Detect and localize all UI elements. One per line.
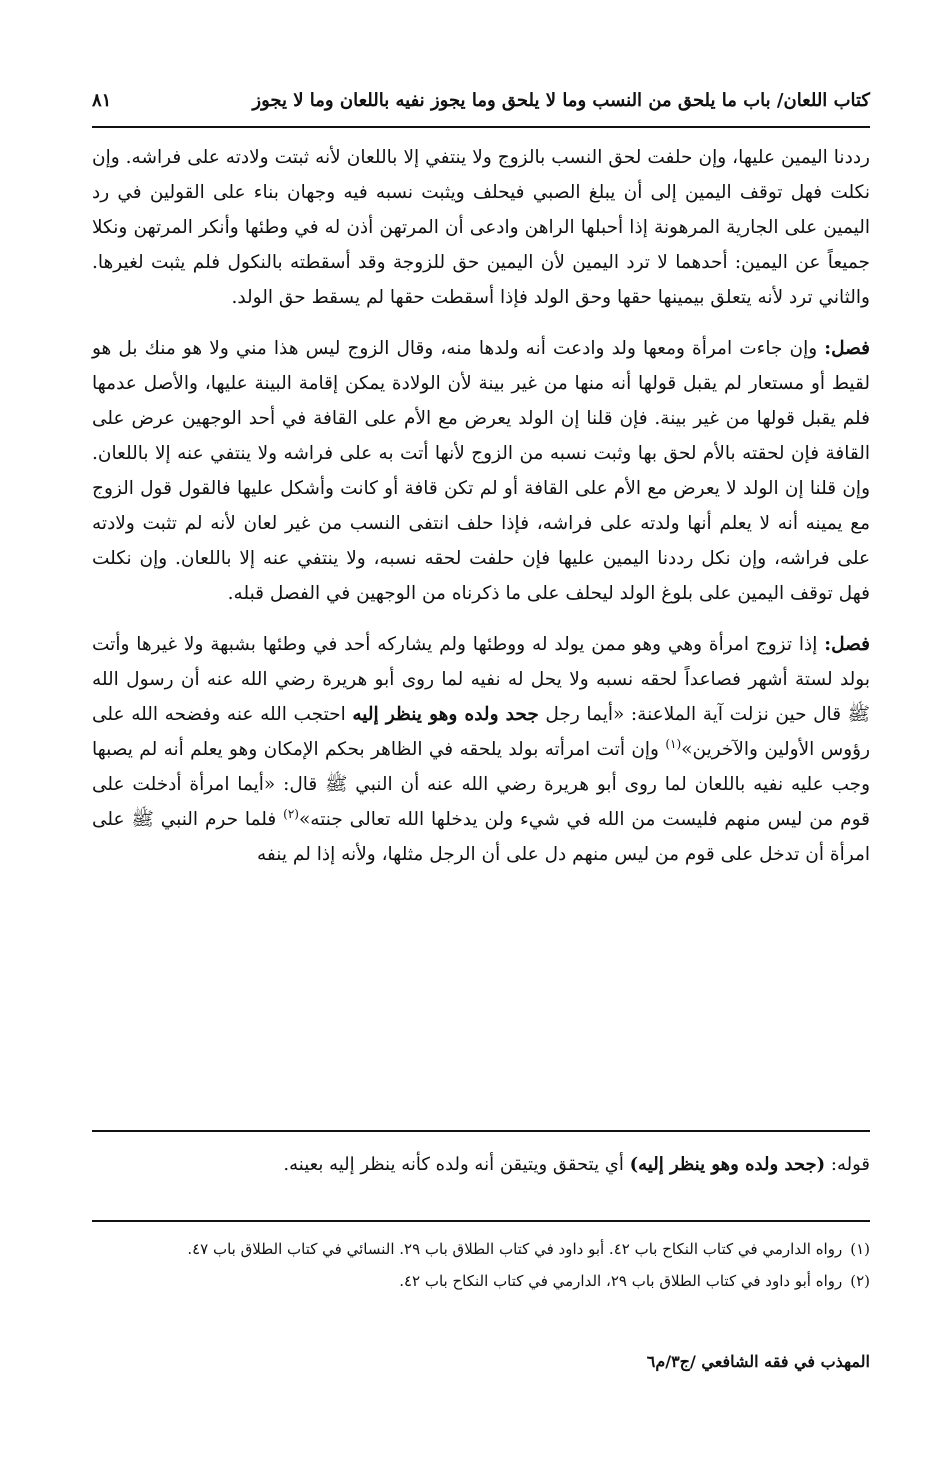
paragraph-3-text-c: وإن أتت امرأته بولد يلحقه في الظاهر بحكم الإمكان وهو يعلم أنه لم يصبها وجب عليه نفيه باللعان لما روى أبو هريرة رضي الله عنه أن النبي ﷺ قال: «أيما امرأة أدخلت على قوم من ليس منهم فليست من الله في شيء ولن يدخلها الله تعالى جنته» — [92, 739, 871, 830]
paragraph-3-text-b: احتجب الله عنه وفضحه الله على رؤوس الأولين والآخرين» — [92, 704, 870, 760]
main-text — [92, 140, 870, 888]
page-header — [92, 86, 870, 128]
footnotes-divider — [92, 1220, 870, 1222]
paragraph-3-text-d: فلما حرم النبي ﷺ على امرأة أن تدخل على قوم من ليس منهم دل على أن الرجل مثلها، ولأنه إذا لم ينفه — [92, 809, 870, 865]
page-number: ٨١ — [92, 90, 112, 111]
commentary-divider — [92, 1130, 870, 1132]
section-keyword: فصل: — [824, 634, 870, 655]
section-keyword: فصل: — [824, 338, 870, 359]
hadith-bold-phrase: جحد ولده وهو ينظر إليه — [352, 704, 539, 725]
footnotes — [92, 1236, 870, 1300]
paragraph-3-text-a: إذا تزوج امرأة وهي وهو ممن يولد له ووطئها ولم يشاركه أحد في وطئها بشبهة ولا غيرها وأتت بولد لستة أشهر فصاعداً لحقه نسبه ولا يحل له نفيه لما روى أبو هريرة رضي الله عنه أن رسول الله ﷺ قال حين نزلت آية الملاعنة: «أيما رجل — [92, 634, 870, 725]
running-title: كتاب اللعان/ باب ما يلحق من النسب وما لا يلحق وما يجوز نفيه باللعان وما لا يجوز — [252, 90, 870, 111]
paragraph-3 — [92, 627, 870, 872]
paragraph-2 — [92, 331, 870, 611]
footnote-text: رواه أبو داود في كتاب الطلاق باب ٢٩، الدارمي في كتاب النكاح باب ٤٢. — [399, 1272, 843, 1290]
footnote-ref-1: (١) — [665, 736, 682, 751]
footnote-2 — [92, 1268, 870, 1294]
footnote-number: (٢) — [850, 1272, 870, 1290]
footnote-1 — [92, 1236, 870, 1262]
commentary — [92, 1150, 870, 1180]
paragraph-2-text: وإن جاءت امرأة ومعها ولد وادعت أنه ولدها منه، وقال الزوج ليس هذا مني ولا هو منك بل هو لقيط أو مستعار لم يقبل قولها أنه منها من غير بينة لأن الولادة يمكن إقامة البينة عليها، والأصل عدمها فلم يقبل قولها من غير بينة. فإن قلنا إن الولد يعرض مع الأم على القافة في أحد الوجهين عرض على القافة فإن لحقته بالأم لحق بها وثبت نسبه من الزوج لأنها أتت به على فراشه ولا ينتفي عنه إلا باللعان. وإن قلنا إن الولد لا يعرض مع الأم على القافة أو لم تكن قافة أو كانت وأشكل عليها فالقول قول الزوج مع يمينه أنه لا يعلم أنها ولدته على فراشه، فإذا حلف انتفى النسب من غير لعان لأنه لم تثبت ولادته على فراشه، وإن نكل رددنا اليمين عليها فإن حلفت لحقه نسبه، ولا ينتفي عنه إلا باللعان. وإن نكلت فهل توقف اليمين على بلوغ الولد ليحلف على ما ذكرناه من الوجهين في الفصل قبله. — [92, 338, 870, 604]
footnote-ref-2: (٢) — [283, 806, 299, 821]
footnote-text: رواه الدارمي في كتاب النكاح باب ٤٢. أبو داود في كتاب الطلاق باب ٢٩. النسائي في كتاب الطلاق باب ٤٧. — [187, 1240, 843, 1258]
paragraph-1: رددنا اليمين عليها، وإن حلفت لحق النسب بالزوج ولا ينتفي إلا باللعان لأنه ثبتت ولادته على فراشه. وإن نكلت فهل توقف اليمين إلى أن يبلغ الصبي فيحلف ويثبت نسبه فيه وجهان بناء على القولين في رد اليمين على الجارية المرهونة إذا أحبلها الراهن وادعى أن المرتهن أذن له في وطئها وأنكر المرتهن ونكلا جميعاً عن اليمين: أحدهما لا ترد اليمين لأن اليمين حق للزوجة وقد أسقطته بالنكول فلم يثبت لغيرها. والثاني ترد لأنه يتعلق بيمينها حقها وحق الولد فإذا أسقطت حقها لم يسقط حق الولد. — [92, 147, 870, 308]
footnote-number: (١) — [850, 1240, 870, 1258]
commentary-term: (جحد ولده وهو ينظر إليه) — [629, 1154, 826, 1175]
commentary-text: أي يتحقق ويتيقن أنه ولده كأنه ينظر إليه بعينه. — [283, 1154, 630, 1175]
commentary-lead: قوله: — [825, 1154, 870, 1175]
printer-signature: المهذب في فقه الشافعي /ج٣/م٦ — [646, 1352, 870, 1371]
